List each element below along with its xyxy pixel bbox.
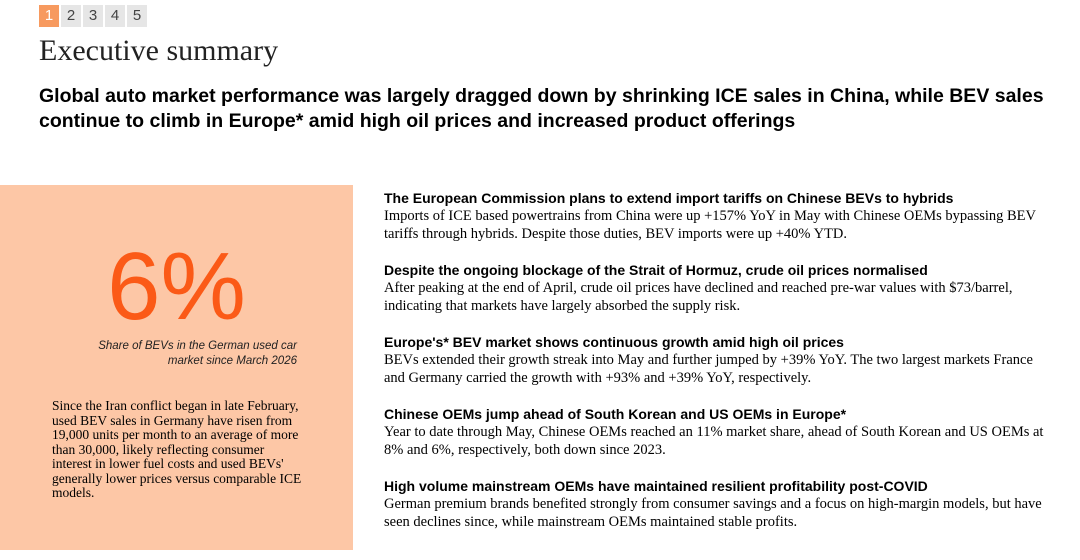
summary-item-body: After peaking at the end of April, crude oil prices have declined and reached pre-war values with $73/barrel, indicating that markets have largely absorbed the supply risk. — [384, 280, 1013, 314]
summary-item-body: German premium brands benefited strongly from consumer savings and a focus on high-margin models, but have seen declines since, while mainstream OEMs maintained stable profits. — [384, 496, 1042, 530]
summary-items — [384, 189, 1054, 549]
summary-item-title: The European Commission plans to extend import tariffs on Chinese BEVs to hybrids — [384, 190, 954, 206]
summary-item — [384, 333, 1054, 387]
page-3-button[interactable]: 3 — [83, 5, 103, 27]
page-2-button[interactable]: 2 — [61, 5, 81, 27]
highlight-body: Since the Iran conflict began in late February, used BEV sales in Germany have risen from 19,000 units per month to an average of more than 30,000, likely reflecting consumer interest in lower fuel costs and used BEVs' generally lower prices versus comparable ICE models. — [52, 398, 302, 500]
page-4-button[interactable]: 4 — [105, 5, 125, 27]
highlight-stat: 6% — [107, 233, 246, 340]
summary-item-body: Year to date through May, Chinese OEMs reached an 11% market share, ahead of South Korean and US OEMs at 8% and 6%, respectively, both down since 2023. — [384, 424, 1044, 458]
highlight-stat-caption: Share of BEVs in the German used car market since March 2026 — [98, 340, 297, 367]
summary-item — [384, 261, 1054, 315]
page-navigator — [39, 5, 147, 27]
summary-item-body: BEVs extended their growth streak into May and further jumped by +39% YoY. The two largest markets France and Germany carried the growth with +93% and +39% YoY, respectively. — [384, 352, 1033, 386]
summary-item — [384, 477, 1054, 531]
page-1-button[interactable]: 1 — [39, 5, 59, 27]
summary-item — [384, 189, 1054, 243]
summary-item-title: High volume mainstream OEMs have maintained resilient profitability post-COVID — [384, 478, 928, 494]
highlight-panel — [0, 185, 353, 550]
headline: Global auto market performance was largely dragged down by shrinking ICE sales in China, while BEV sales continue to climb in Europe* amid high oil prices and increased product offerings — [39, 85, 1044, 132]
summary-item-title: Despite the ongoing blockage of the Strait of Hormuz, crude oil prices normalised — [384, 262, 928, 278]
summary-item-title: Europe's* BEV market shows continuous growth amid high oil prices — [384, 334, 844, 350]
summary-item — [384, 405, 1054, 459]
summary-item-body: Imports of ICE based powertrains from China were up +157% YoY in May with Chinese OEMs bypassing BEV tariffs through hybrids. Despite those duties, BEV imports were up +40% YTD. — [384, 208, 1036, 242]
page-title: Executive summary — [39, 34, 279, 67]
page-5-button[interactable]: 5 — [127, 5, 147, 27]
summary-item-title: Chinese OEMs jump ahead of South Korean and US OEMs in Europe* — [384, 406, 847, 422]
